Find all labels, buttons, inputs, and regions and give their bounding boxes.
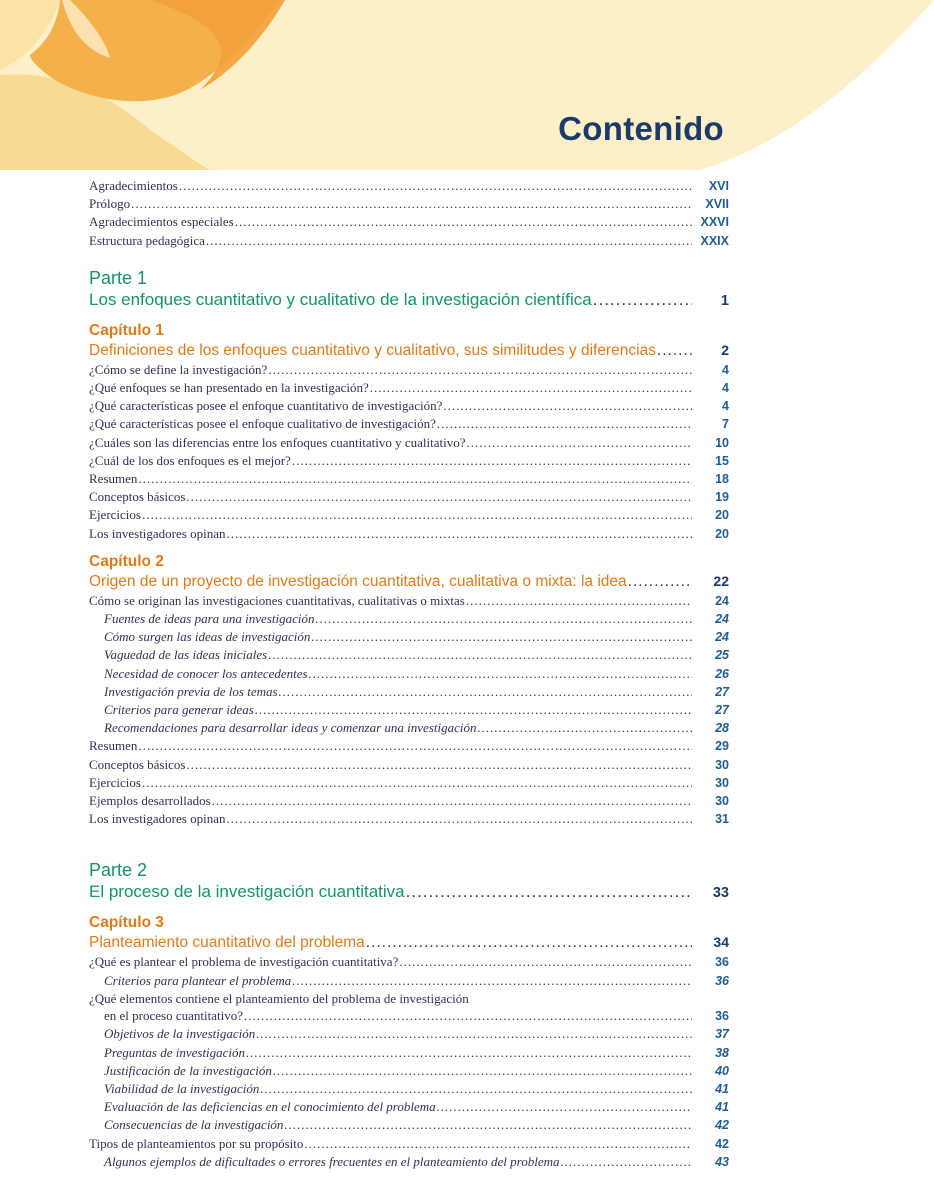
toc-entry-label: Criterios para plantear el problema [104, 972, 292, 988]
toc-entry-page: 7 [722, 417, 729, 432]
dot-leader [268, 361, 692, 378]
toc-entry-label: Conceptos básicos [89, 756, 186, 772]
dot-leader [309, 665, 692, 682]
front-matter-entry-page: XVI [708, 179, 729, 193]
dot-leader [226, 525, 692, 542]
toc-entry[interactable] [89, 1116, 729, 1134]
toc-entry-label: Cómo surgen las ideas de investigación [104, 629, 311, 645]
toc-entry-page: 30 [715, 794, 729, 809]
toc-entry[interactable] [89, 701, 729, 719]
front-matter-entry-page: XXIX [700, 233, 729, 248]
chapter-label: Capítulo 3 [89, 914, 164, 932]
toc-entry[interactable] [89, 379, 729, 397]
toc-entry[interactable] [89, 683, 729, 701]
dot-leader [244, 1007, 692, 1024]
dot-leader [437, 1098, 692, 1115]
toc-entry-page: 19 [715, 490, 729, 505]
dot-leader [256, 1025, 692, 1042]
toc-entry-label: Evaluación de las deficiencias en el conocimiento del problema [104, 1099, 436, 1115]
dot-leader [186, 488, 692, 505]
toc-entry-label: Viabilidad de la investigación [104, 1080, 260, 1096]
toc-entry-label: Ejercicios [89, 774, 141, 790]
toc-entry-label: ¿Cuáles son las diferencias entre los enfoques cuantitativo y cualitativo? [89, 434, 466, 450]
chapter-title-entry[interactable] [89, 571, 729, 592]
toc-entry-page: 24 [715, 593, 729, 608]
toc-entry-page: 10 [715, 435, 729, 450]
toc-entry-label: Preguntas de investigación [104, 1044, 246, 1060]
toc-entry[interactable] [89, 452, 729, 470]
toc-entry-label: Tipos de planteamientos por su propósito [89, 1135, 304, 1151]
dot-leader [657, 341, 692, 361]
dot-leader [284, 1116, 692, 1133]
dot-leader [260, 1080, 692, 1097]
toc-entry[interactable] [89, 1098, 729, 1116]
front-matter-entry[interactable] [89, 177, 729, 195]
toc-entry-label: Resumen [89, 471, 138, 487]
toc-entry-page: 15 [715, 453, 729, 468]
toc-entry[interactable] [89, 628, 729, 646]
front-matter-entry-label: Prólogo [89, 196, 131, 212]
dot-leader [179, 177, 692, 194]
toc-entry-label: Ejemplos desarrollados [89, 793, 211, 809]
toc-entry-page: 25 [715, 648, 729, 663]
front-matter-entry-page: XXVI [700, 215, 729, 230]
toc-entry-label: ¿Qué características posee el enfoque cuantitativo de investigación? [89, 398, 443, 414]
toc-entry-label: ¿Qué es plantear el problema de investigación cuantitativa? [89, 954, 399, 970]
front-matter-entry[interactable] [89, 232, 729, 250]
front-matter-entry-page: XVII [705, 197, 729, 212]
toc-entry[interactable] [89, 1044, 729, 1062]
front-matter-entry-label: Agradecimientos especiales [89, 214, 234, 230]
toc-entry[interactable] [89, 719, 729, 737]
part-title-entry[interactable] [89, 289, 729, 312]
toc-entry[interactable] [89, 1080, 729, 1098]
chapter-title-entry-page: 22 [713, 572, 729, 589]
dot-leader [593, 289, 692, 311]
header-decoration [0, 0, 934, 170]
toc-entry-page: 36 [715, 973, 729, 988]
toc-entry[interactable] [89, 415, 729, 433]
toc-entry-page: 18 [715, 472, 729, 487]
toc-entry-page: 24 [715, 630, 729, 645]
toc-entry-label: Recomendaciones para desarrollar ideas y comenzar una investigación [104, 720, 477, 736]
dot-leader [186, 756, 692, 773]
toc-entry-page: 24 [715, 612, 729, 627]
front-matter-entry[interactable] [89, 195, 729, 213]
toc-entry-page: 36 [715, 955, 729, 970]
toc-entry[interactable] [89, 665, 729, 683]
dot-leader [279, 683, 692, 700]
dot-leader [226, 810, 692, 827]
toc-entry-label: Consecuencias de la investigación [104, 1117, 284, 1133]
toc-entry-label: Resumen [89, 738, 138, 754]
toc-entry-label: Algunos ejemplos de dificultades o errores frecuentes en el planteamiento del problema [104, 1153, 560, 1169]
part-label: Parte 1 [89, 267, 148, 288]
part-title-entry-label: El proceso de la investigación cuantitativa [89, 882, 405, 902]
toc-entry[interactable] [89, 737, 729, 755]
toc-entry[interactable] [89, 1135, 729, 1153]
toc-entry-label: Investigación previa de los temas [104, 683, 278, 699]
dot-leader [406, 881, 692, 903]
chapter-title-entry-label: Definiciones de los enfoques cuantitativo y cualitativo, sus similitudes y diferencias [89, 341, 656, 359]
dot-leader [246, 1044, 692, 1061]
toc-entry-label: Necesidad de conocer los antecedentes [104, 665, 308, 681]
dot-leader [212, 792, 692, 809]
toc-entry-page: 30 [715, 775, 729, 790]
toc-entry-page: 27 [715, 703, 729, 718]
dot-leader [255, 701, 692, 718]
toc-entry[interactable] [89, 1062, 729, 1080]
dot-leader [477, 719, 692, 736]
toc-entry-label: en el proceso cuantitativo? [104, 1008, 243, 1024]
dot-leader [311, 628, 692, 645]
part-title-entry[interactable] [89, 881, 729, 904]
toc-entry-label: Criterios para generar ideas [104, 702, 254, 718]
dot-leader [399, 953, 692, 970]
toc-entry-label: ¿Qué enfoques se han presentado en la investigación? [89, 380, 369, 396]
toc-entry[interactable] [89, 470, 729, 488]
toc-entry-label: ¿Cómo se define la investigación? [89, 361, 268, 377]
front-matter-entry[interactable] [89, 213, 729, 231]
toc-entry-label: Los investigadores opinan [89, 811, 226, 827]
dot-leader [467, 434, 692, 451]
toc-entry[interactable] [89, 774, 729, 792]
dot-leader [138, 470, 692, 487]
dot-leader [628, 572, 692, 592]
toc-entry-label: Justificación de la investigación [104, 1062, 272, 1078]
dot-leader [206, 232, 692, 249]
toc-entry-page: 38 [715, 1045, 729, 1060]
toc-entry[interactable] [89, 990, 729, 1007]
toc-entry-label: Cómo se originan las investigaciones cuantitativas, cualitativas o mixtas [89, 592, 465, 608]
dot-leader [273, 1062, 692, 1079]
dot-leader [304, 1135, 692, 1152]
chapter-label: Capítulo 2 [89, 552, 164, 570]
chapter-title-entry[interactable] [89, 340, 729, 361]
toc-entry-page: 40 [715, 1063, 729, 1078]
toc-entry[interactable] [89, 756, 729, 774]
dot-leader [443, 397, 692, 414]
toc-entry[interactable] [89, 610, 729, 628]
chapter-title-entry-label: Origen de un proyecto de investigación cuantitativa, cualitativa o mixta: la idea [89, 572, 627, 590]
dot-leader [292, 972, 692, 989]
toc-entry[interactable] [89, 972, 729, 990]
toc-entry-label: Ejercicios [89, 507, 141, 523]
toc-entry[interactable] [89, 1025, 729, 1043]
toc-entry-page: 30 [715, 757, 729, 772]
part-title-entry-page: 33 [712, 885, 729, 902]
toc-entry-page: 36 [715, 1009, 729, 1024]
toc-entry[interactable] [89, 592, 729, 610]
page-title: Contenido [558, 110, 724, 147]
toc-entry-label: Objetivos de la investigación [104, 1026, 256, 1042]
dot-leader [437, 415, 692, 432]
toc-entry-page: 27 [715, 684, 729, 699]
table-of-contents [89, 177, 729, 1171]
part-title-entry-label: Los enfoques cuantitativo y cualitativo de la investigación científica [89, 289, 592, 309]
toc-entry-page: 43 [715, 1154, 729, 1169]
toc-entry-label: Los investigadores opinan [89, 525, 226, 541]
toc-entry-page: 41 [715, 1100, 729, 1115]
dot-leader [131, 195, 692, 212]
part-title-entry-page: 1 [720, 292, 729, 309]
toc-entry-page: 4 [722, 381, 729, 396]
toc-entry-page: 42 [715, 1136, 729, 1151]
toc-entry[interactable] [89, 434, 729, 452]
dot-leader [235, 213, 692, 230]
dot-leader [366, 933, 692, 953]
toc-entry-label: ¿Qué elementos contiene el planteamiento del problema de investigación [89, 990, 469, 1006]
toc-entry[interactable] [89, 397, 729, 415]
dot-leader [268, 646, 692, 663]
dot-leader [370, 379, 692, 396]
chapter-title-entry-label: Planteamiento cuantitativo del problema [89, 934, 365, 952]
dot-leader [316, 610, 693, 627]
chapter-label: Capítulo 1 [89, 321, 164, 339]
toc-entry-label: ¿Cuál de los dos enfoques es el mejor? [89, 452, 291, 468]
toc-entry-label: Conceptos básicos [89, 489, 186, 505]
toc-entry-page: 42 [715, 1118, 729, 1133]
toc-entry-page: 41 [715, 1081, 729, 1096]
toc-entry-page: 4 [722, 399, 729, 414]
dot-leader [142, 506, 692, 523]
toc-entry[interactable] [89, 646, 729, 664]
chapter-title-entry[interactable] [89, 932, 729, 953]
toc-entry-page: 20 [715, 508, 729, 523]
dot-leader [138, 737, 692, 754]
toc-entry-page: 31 [715, 812, 729, 827]
toc-entry-page: 28 [715, 721, 729, 736]
toc-entry[interactable] [89, 506, 729, 524]
toc-entry-page: 26 [715, 666, 729, 681]
toc-entry-page: 37 [715, 1027, 729, 1042]
toc-entry[interactable] [89, 488, 729, 506]
chapter-title-entry-page: 2 [721, 341, 729, 358]
toc-entry-label: Vaguedad de las ideas iniciales [104, 647, 268, 663]
toc-entry[interactable] [89, 792, 729, 810]
dot-leader [466, 592, 692, 609]
toc-entry-page: 4 [722, 362, 729, 377]
dot-leader [561, 1153, 692, 1170]
dot-leader [292, 452, 692, 469]
toc-entry[interactable] [89, 361, 729, 379]
chapter-title-entry-page: 34 [713, 934, 729, 951]
toc-entry[interactable] [89, 1153, 729, 1171]
part-label: Parte 2 [89, 860, 148, 881]
dot-leader [142, 774, 692, 791]
front-matter-entry-label: Agradecimientos [89, 178, 178, 193]
toc-entry[interactable] [89, 953, 729, 971]
toc-entry[interactable] [89, 525, 729, 543]
toc-entry-label: ¿Qué características posee el enfoque cualitativo de investigación? [89, 416, 436, 432]
toc-entry-page: 20 [715, 526, 729, 541]
toc-entry-page: 29 [715, 739, 729, 754]
toc-entry[interactable] [89, 810, 729, 828]
toc-entry-label: Fuentes de ideas para una investigación [104, 611, 315, 627]
front-matter-entry-label: Estructura pedagógica [89, 232, 205, 248]
toc-entry[interactable] [89, 1007, 729, 1025]
